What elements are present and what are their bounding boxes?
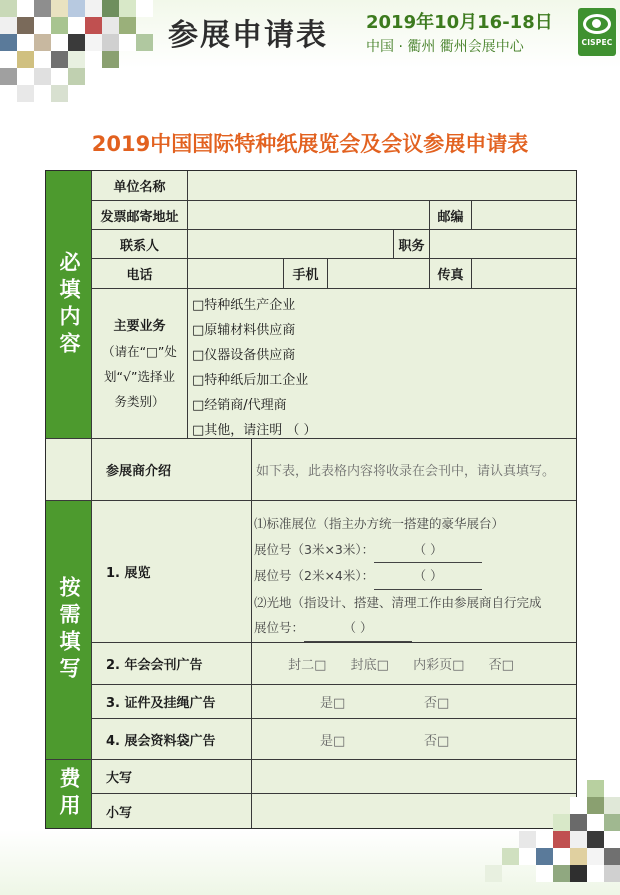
raw-space-input[interactable]: （ ） — [304, 615, 412, 642]
section-optional — [46, 501, 92, 760]
label-amount-upper: 大写 — [92, 760, 252, 794]
section-fee-label: 费用 — [57, 767, 81, 821]
booth-2x4-line — [254, 563, 576, 590]
company-input[interactable] — [188, 171, 576, 201]
cispec-logo — [578, 8, 616, 56]
yearbook-option[interactable]: 否□ — [488, 658, 514, 673]
standard-booth-text: ⑴标准展位（指主办方统一搭建的豪华展台） — [254, 516, 505, 531]
raw-space-label: 展位号： — [254, 620, 305, 635]
label-company: 单位名称 — [92, 171, 188, 201]
booth-3x3-input[interactable]: （ ） — [374, 537, 482, 564]
mobile-input[interactable] — [328, 259, 430, 289]
booth-2x4-input[interactable]: （ ） — [374, 563, 482, 590]
business-option[interactable]: □其他，请注明 （ ） — [192, 423, 317, 438]
label-phone: 电话 — [92, 259, 188, 289]
bag-ad-no[interactable]: 否□ — [424, 733, 450, 749]
event-date: 2019年10月16-18日 — [366, 12, 553, 33]
label-mobile: 手机 — [284, 259, 328, 289]
event-venue: 中国 · 衢州 衢州会展中心 — [366, 39, 524, 55]
yearbook-option[interactable]: 封底□ — [350, 658, 389, 673]
exhibitor-intro-input[interactable] — [252, 439, 576, 501]
label-invoice-address: 发票邮寄地址 — [92, 201, 188, 230]
bag-ad-yes[interactable]: 是□ — [320, 733, 346, 749]
label-contact: 联系人 — [92, 230, 188, 259]
page-header — [0, 0, 620, 80]
label-exhibitor-intro: 参展商介绍 — [92, 439, 252, 501]
booth-details — [254, 511, 576, 642]
label-badge-ad: 3. 证件及挂绳广告 — [92, 685, 252, 719]
business-title: 主要业务 — [113, 318, 166, 334]
label-bag-ad: 4. 展会资料袋广告 — [92, 719, 252, 760]
invoice-address-input[interactable] — [188, 201, 430, 230]
booth-2x4-label: 展位号（2米×4米）： — [254, 568, 375, 583]
position-input[interactable] — [430, 230, 576, 259]
logo-text: CISPEC — [581, 38, 613, 47]
section-required — [46, 171, 92, 439]
header-title: 参展申请表 — [168, 18, 328, 53]
yearbook-option[interactable]: 封二□ — [288, 658, 327, 673]
bag-ad-options — [252, 719, 576, 760]
fax-input[interactable] — [472, 259, 576, 289]
application-form-table — [45, 170, 577, 829]
eye-icon — [583, 14, 611, 34]
label-business — [92, 289, 188, 439]
raw-space-text: ⑵光地（指设计、搭建、清理工作由参展商自行完成 — [254, 594, 542, 610]
section-fee — [46, 760, 92, 828]
raw-space-line — [254, 615, 576, 642]
phone-input[interactable] — [188, 259, 284, 289]
label-position: 职务 — [394, 230, 430, 259]
label-postcode: 邮编 — [430, 201, 472, 230]
form-title: 2019中国国际特种纸展览会及会议参展申请表 — [91, 132, 529, 156]
business-option[interactable]: □特种纸生产企业 — [192, 298, 296, 313]
booth-3x3-line — [254, 537, 576, 564]
yearbook-options — [252, 643, 576, 685]
business-hint: （请在“□”处划“√”选择业务类别） — [102, 343, 177, 409]
footer-mosaic-decoration — [468, 780, 620, 895]
badge-ad-options — [252, 685, 576, 719]
business-options — [192, 293, 576, 439]
contact-input[interactable] — [188, 230, 394, 259]
badge-ad-no[interactable]: 否□ — [424, 696, 450, 711]
intro-note: 如下表，此表格内容将收录在会刊中，请认真填写。 — [256, 464, 556, 479]
section-spacer — [46, 439, 92, 501]
section-required-label: 必填内容 — [57, 250, 81, 359]
business-option[interactable]: □仪器设备供应商 — [192, 348, 296, 363]
section-optional-label: 按需填写 — [57, 576, 81, 684]
yearbook-option[interactable]: 内彩页□ — [413, 658, 465, 673]
business-option[interactable]: □原辅材料供应商 — [192, 323, 296, 338]
header-mosaic-decoration — [0, 0, 160, 100]
label-fax: 传真 — [430, 259, 472, 289]
business-option[interactable]: □经销商/代理商 — [192, 398, 287, 413]
booth-3x3-label: 展位号（3米×3米）： — [254, 541, 375, 557]
business-option[interactable]: □特种纸后加工企业 — [192, 373, 309, 388]
label-exhibition: 1. 展览 — [92, 501, 252, 643]
label-amount-lower: 小写 — [92, 794, 252, 828]
label-yearbook-ad: 2. 年会会刊广告 — [92, 643, 252, 685]
badge-ad-yes[interactable]: 是□ — [320, 696, 346, 711]
postcode-input[interactable] — [472, 201, 576, 230]
